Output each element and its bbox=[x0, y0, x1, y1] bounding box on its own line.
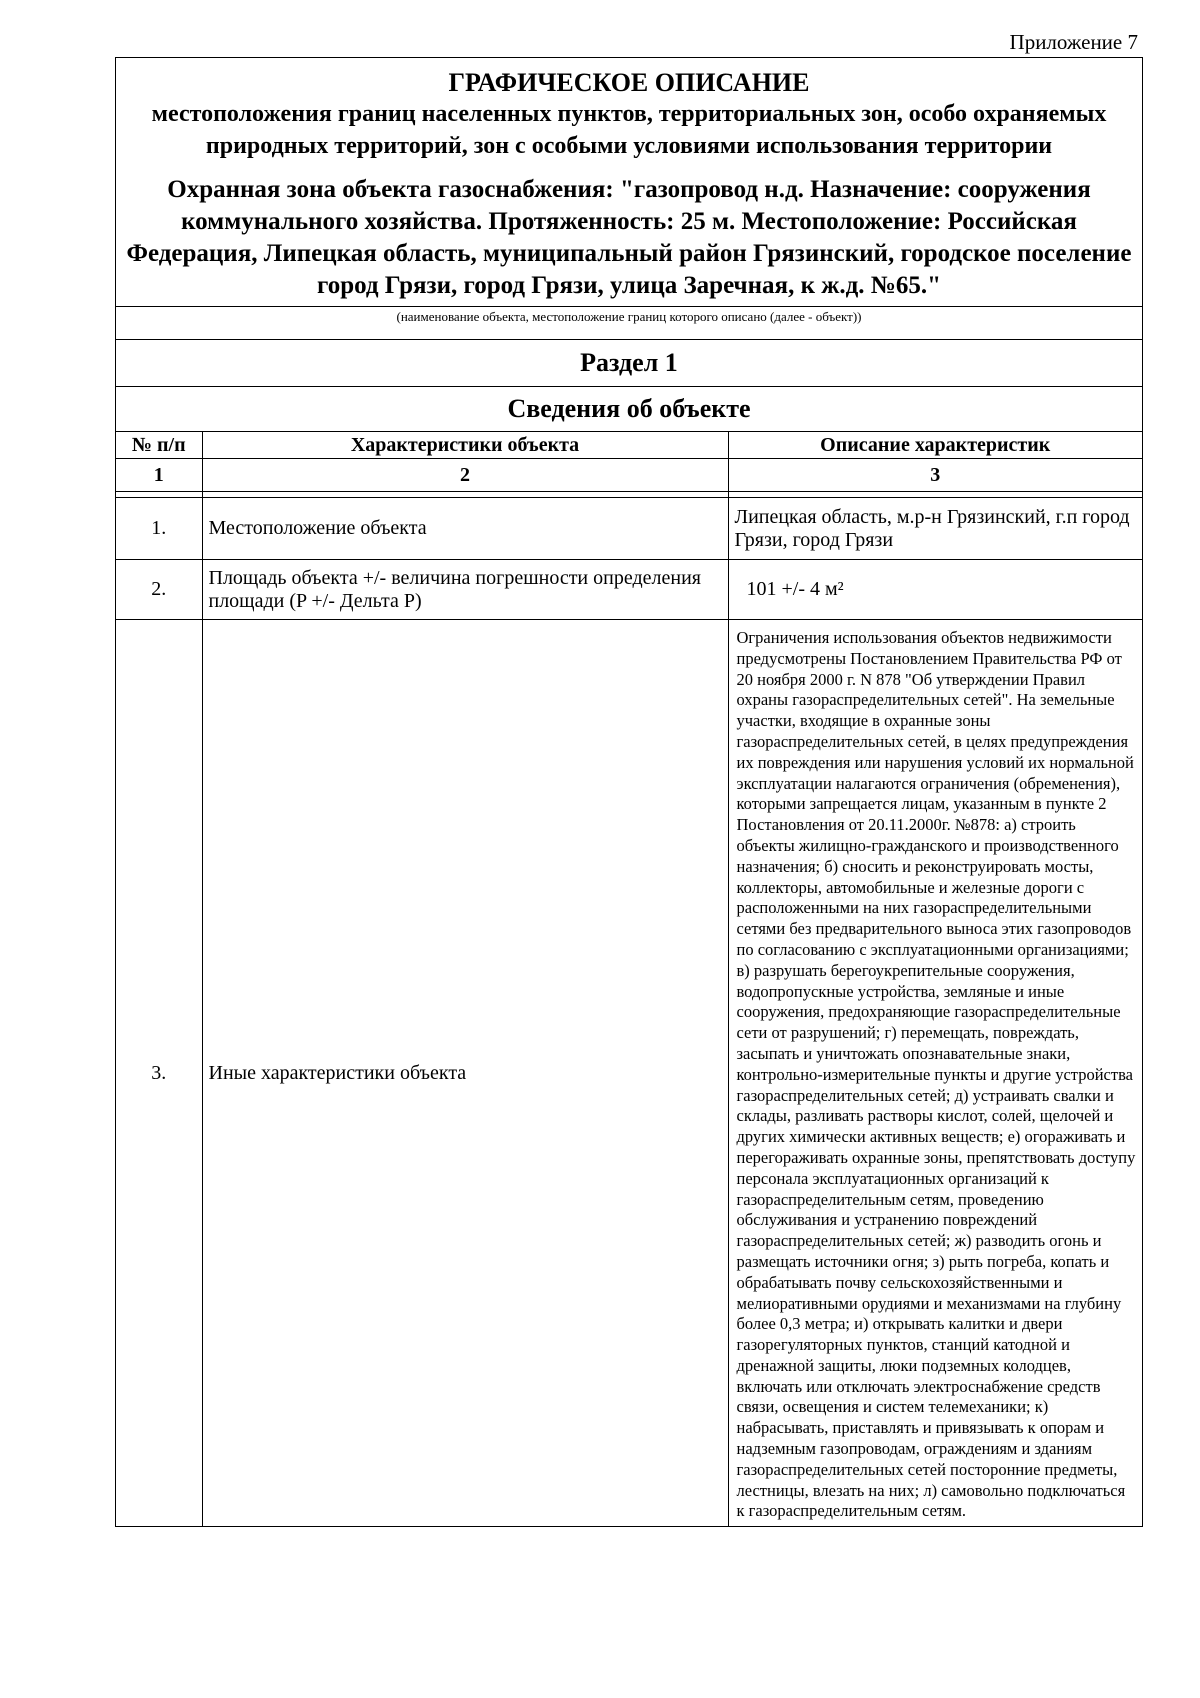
header-characteristic: Характеристики объекта bbox=[202, 432, 728, 459]
appendix-label: Приложение 7 bbox=[1009, 30, 1138, 54]
row-characteristic: Площадь объекта +/- величина погрешности определения площади (P +/- Дельта P) bbox=[202, 560, 728, 620]
object-name: Охранная зона объекта газоснабжения: "газопровод н.д. Назначение: сооружения коммунального хозяйства. Протяженность: 25 м. Местоположение: Российская Федерация, Липецкая область, муниципальный район Грязинский, городское поселение город Грязи, город Грязи, улица Заречная, к ж.д. №65." bbox=[126, 176, 1132, 299]
table-row bbox=[116, 498, 1142, 560]
row-characteristic: Местоположение объекта bbox=[202, 498, 728, 560]
table-header-row bbox=[116, 432, 1142, 459]
table-row bbox=[116, 560, 1142, 620]
object-info-table bbox=[116, 431, 1142, 1526]
document-title: ГРАФИЧЕСКОЕ ОПИСАНИЕ bbox=[448, 68, 810, 97]
header-number: № п/п bbox=[116, 432, 202, 459]
row-description: Ограничения использования объектов недвижимости предусмотрены Постановлением Правительства РФ от 20 ноября 2000 г. N 878 "Об утверждении Правил охраны газораспределительных сетей". На земельные участки, входящие в охранные зоны газораспределительных сетей, в целях предупреждения их повреждения или нарушения условий их нормальной эксплуатации налагаются ограничения (обременения), которыми запрещается лицам, указанным в пункте 2 Постановления от 20.11.2000г. №878: а) строить объекты жилищно-гражданского и производственного назначения; б) сносить и реконструировать мосты, коллекторы, автомобильные и железные дороги с расположенными на них газораспределительными сетями без предварительного выноса этих газопроводов по согласованию с эксплуатационными организациями; в) разрушать берегоукрепительные сооружения, водопропускные устройства, земляные и иные сооружения, предохраняющие газораспределительные сети от разрушений; г) перемещать, повреждать, засыпать и уничтожать опознавательные знаки, контрольно-измерительные пункты и другие устройства газораспределительных сетей; д) устраивать свалки и склады, разливать растворы кислот, солей, щелочей и других химически активных веществ; е) огораживать и перегораживать охранные зоны, препятствовать доступу персонала эксплуатационных организаций к газораспределительным сетям, проведению обслуживания и устранению повреждений газораспределительных сетей; ж) разводить огонь и размещать источники огня; з) рыть погреба, копать и обрабатывать почву сельскохозяйственными и мелиоративными орудиями и механизмами на глубину более 0,3 метра; и) открывать калитки и двери газорегуляторных пунктов, станций катодной и дренажной защиты, люки подземных колодцев, включать или отключать электроснабжение средств связи, освещения и систем телемеханики; к) набрасывать, приставлять и привязывать к опорам и надземным газопроводам, ограждениям и зданиям газораспределительных сетей посторонние предметы, лестницы, влезать на них; л) самовольно подключаться к газораспределительным сетям. bbox=[728, 620, 1142, 1527]
column-number: 3 bbox=[728, 459, 1142, 492]
table-row bbox=[116, 620, 1142, 1527]
row-number: 1. bbox=[116, 498, 202, 560]
column-number-row bbox=[116, 459, 1142, 492]
section-title: Раздел 1 bbox=[116, 339, 1142, 386]
row-description: Липецкая область, м.р-н Грязинский, г.п город Грязи, город Грязи bbox=[728, 498, 1142, 560]
info-title: Сведения об объекте bbox=[116, 386, 1142, 431]
column-number: 1 bbox=[116, 459, 202, 492]
column-number: 2 bbox=[202, 459, 728, 492]
document-frame bbox=[115, 57, 1143, 1527]
object-caption: (наименование объекта, местоположение границ которого описано (далее - объект)) bbox=[116, 306, 1142, 339]
row-description: 101 +/- 4 м² bbox=[728, 560, 1142, 620]
row-number: 3. bbox=[116, 620, 202, 1527]
document-subtitle: местоположения границ населенных пунктов, территориальных зон, особо охраняемых природных территорий, зон с особыми условиями использования территории bbox=[151, 101, 1107, 159]
header-block bbox=[116, 58, 1142, 306]
row-number: 2. bbox=[116, 560, 202, 620]
header-description: Описание характеристик bbox=[728, 432, 1142, 459]
row-characteristic: Иные характеристики объекта bbox=[202, 620, 728, 1527]
